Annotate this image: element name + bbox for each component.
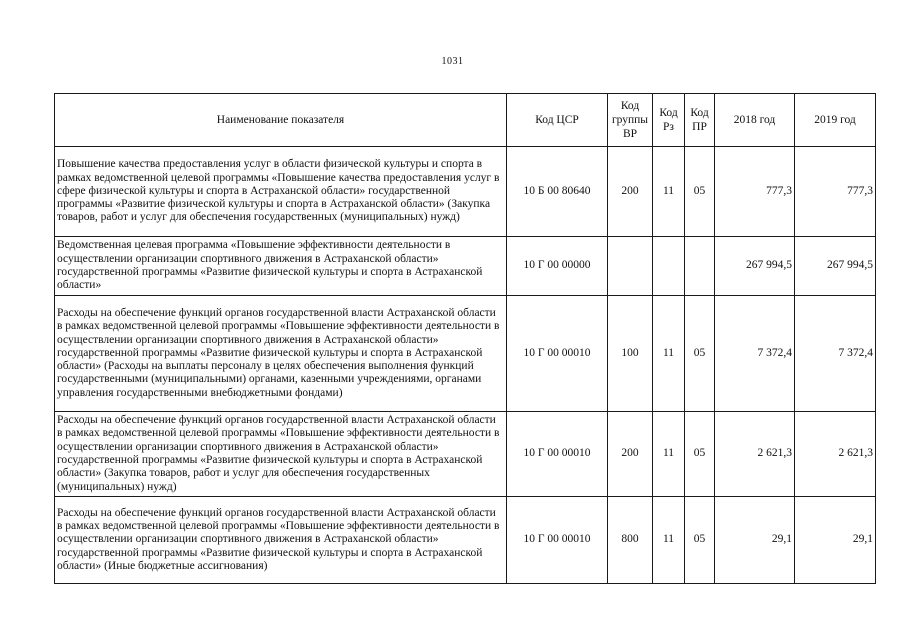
row-2019: 29,1: [795, 497, 876, 584]
row-name: Ведомственная целевая программа «Повышение эффективности деятельности в осуществлении организации спортивного движения в Астраханской области» государственной программы «Развитие физической культуры и спорта в Астраханской области»: [55, 237, 507, 296]
header-pr: Код ПР: [685, 94, 715, 147]
row-2018: 267 994,5: [715, 237, 795, 296]
row-2019: 267 994,5: [795, 237, 876, 296]
header-rz: Код Рз: [653, 94, 685, 147]
header-name: Наименование показателя: [55, 94, 507, 147]
row-vr: 100: [608, 296, 653, 412]
table-row: [55, 237, 876, 296]
header-2019: 2019 год: [795, 94, 876, 147]
row-vr: 800: [608, 497, 653, 584]
row-vr: [608, 237, 653, 296]
header-vr: Код группы ВР: [608, 94, 653, 147]
row-2019: 777,3: [795, 147, 876, 237]
row-csr: 10 Г 00 00010: [507, 296, 608, 412]
row-2018: 2 621,3: [715, 412, 795, 497]
row-rz: 11: [653, 147, 685, 237]
row-2019: 7 372,4: [795, 296, 876, 412]
table-row: [55, 497, 876, 584]
row-rz: 11: [653, 296, 685, 412]
row-pr: 05: [685, 296, 715, 412]
row-2018: 29,1: [715, 497, 795, 584]
budget-table: [54, 93, 876, 584]
row-pr: 05: [685, 147, 715, 237]
header-row: [55, 94, 876, 147]
row-name: Расходы на обеспечение функций органов государственной власти Астраханской области в рамках ведомственной целевой программы «Повышение эффективности деятельности в осуществлении организации спортивного движения в Астраханской области» государственной программы «Развитие физической культуры и спорта в Астраханской области» (Иные бюджетные ассигнования): [55, 497, 507, 584]
row-name: Расходы на обеспечение функций органов государственной власти Астраханской области в рамках ведомственной целевой программы «Повышение эффективности деятельности в осуществлении организации спортивного движения в Астраханской области» государственной программы «Развитие физической культуры и спорта в Астраханской области» (Закупка товаров, работ и услуг для обеспечения государственных (муниципальных) нужд): [55, 412, 507, 497]
table-row: [55, 412, 876, 497]
row-name: Повышение качества предоставления услуг в области физической культуры и спорта в рамках ведомственной целевой программы «Повышение качества предоставления услуг в сфере физической культуры и спорта в Астраханской области» государственной программы «Развитие физической культуры и спорта в Астраханской области» (Закупка товаров, работ и услуг для обеспечения государственных (муниципальных) нужд): [55, 147, 507, 237]
row-csr: 10 Г 00 00010: [507, 412, 608, 497]
row-2018: 777,3: [715, 147, 795, 237]
row-2019: 2 621,3: [795, 412, 876, 497]
row-csr: 10 Г 00 00010: [507, 497, 608, 584]
row-rz: 11: [653, 412, 685, 497]
row-csr: 10 Г 00 00000: [507, 237, 608, 296]
row-rz: 11: [653, 497, 685, 584]
row-pr: 05: [685, 497, 715, 584]
row-pr: 05: [685, 412, 715, 497]
row-2018: 7 372,4: [715, 296, 795, 412]
row-csr: 10 Б 00 80640: [507, 147, 608, 237]
table-row: [55, 147, 876, 237]
table-row: [55, 296, 876, 412]
row-pr: [685, 237, 715, 296]
row-rz: [653, 237, 685, 296]
header-csr: Код ЦСР: [507, 94, 608, 147]
row-name: Расходы на обеспечение функций органов государственной власти Астраханской области в рамках ведомственной целевой программы «Повышение эффективности деятельности в осуществлении организации спортивного движения в Астраханской области» государственной программы «Развитие физической культуры и спорта в Астраханской области» (Расходы на выплаты персоналу в целях обеспечения выполнения функций государственными (муниципальными) органами, казенными учреждениями, органами управления государственными внебюджетными фондами): [55, 296, 507, 412]
row-vr: 200: [608, 147, 653, 237]
page-number: 1031: [441, 56, 464, 67]
row-vr: 200: [608, 412, 653, 497]
header-2018: 2018 год: [715, 94, 795, 147]
